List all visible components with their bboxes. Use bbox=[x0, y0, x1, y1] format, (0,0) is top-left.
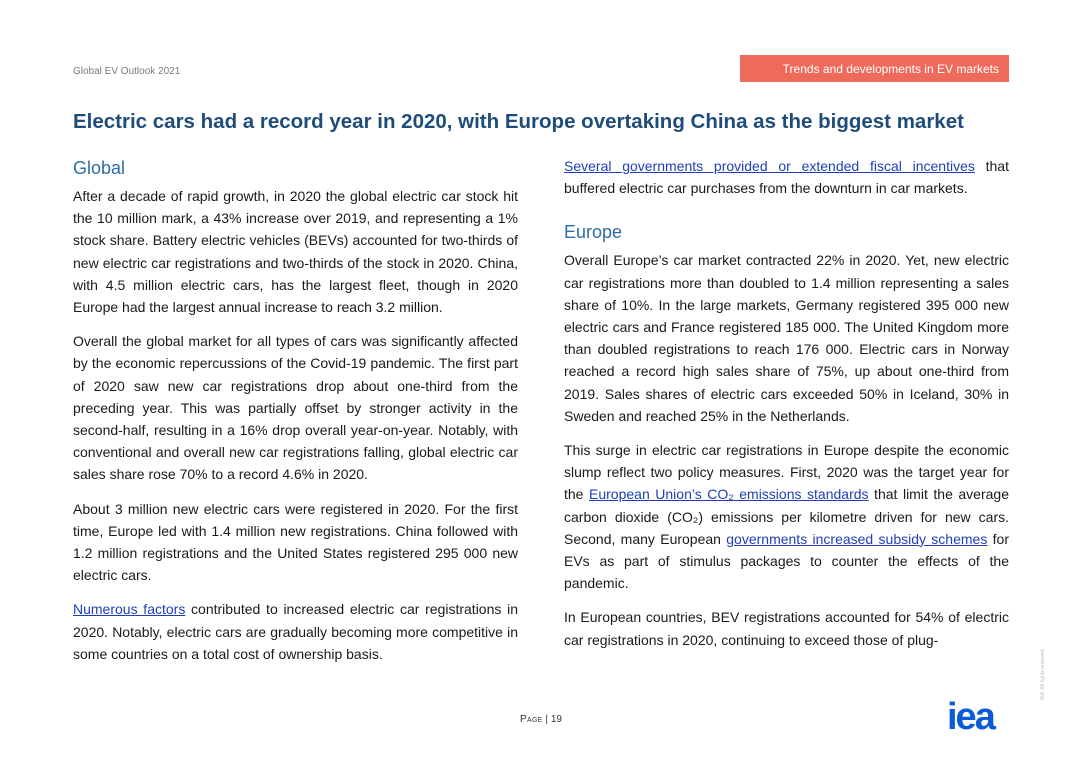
paragraph-text: contributed to increased electric car registrations in 2020. Notably, electric cars are gradually becoming more competitive in some countries on a total cost of ownership basis. bbox=[73, 601, 518, 662]
document-title: Global EV Outlook 2021 bbox=[73, 66, 181, 77]
copyright-note: IEA. All rights reserved. bbox=[1040, 648, 1046, 700]
fiscal-incentives-link[interactable]: Several governments provided or extended fiscal incentives bbox=[564, 158, 975, 174]
page-label: Page bbox=[520, 714, 543, 725]
page-number bbox=[520, 714, 562, 725]
paragraph bbox=[73, 598, 518, 665]
eu-co2-standards-link[interactable]: European Union’s CO₂ emissions standards bbox=[589, 486, 869, 503]
paragraph-text: that buffered electric car purchases from the downturn in car markets. bbox=[564, 158, 1009, 197]
paragraph-text: This surge in electric car registrations in Europe despite the economic slump reflect two policy measures. First, 2020 was the target year for the bbox=[564, 442, 1009, 503]
left-column bbox=[73, 155, 518, 677]
paragraph bbox=[564, 439, 1009, 594]
paragraph-text: that limit the average carbon dioxide (CO₂) emissions per kilometre driven for new cars. Second, many European bbox=[564, 486, 1009, 547]
page-title: Electric cars had a record year in 2020, with Europe overtaking China as the biggest market bbox=[73, 110, 964, 133]
logo-text: iea bbox=[947, 697, 994, 737]
paragraph: Overall the global market for all types of cars was significantly affected by the economic repercussions of the Covid-19 pandemic. The first part of 2020 saw new car registrations drop about one-third from the preceding year. This was partially offset by stronger activity in the second-half, resulting in a 16% drop overall year-on-year. Notably, with conventional and overall new car registrations falling, global electric car sales share rose 70% to a record 4.6% in 2020. bbox=[73, 333, 518, 483]
section-heading-global: Global bbox=[73, 158, 126, 178]
numerous-factors-link[interactable]: Numerous factors bbox=[73, 601, 186, 618]
paragraph bbox=[564, 155, 1009, 199]
page-number-value: 19 bbox=[550, 714, 562, 725]
paragraph: After a decade of rapid growth, in 2020 the global electric car stock hit the 10 million mark, a 43% increase over 2019, and representing a 1% stock share. Battery electric vehicles (BEVs) accounted for two-thirds of new electric car registrations and two-thirds of the stock in 2020. China, with 4.5 million electric cars, has the largest fleet, though in 2020 Europe had the largest annual increase to reach 3.2 million. bbox=[73, 188, 518, 316]
subsidy-schemes-link[interactable]: governments increased subsidy schemes bbox=[726, 530, 988, 547]
section-tag-label: Trends and developments in EV markets bbox=[782, 61, 999, 76]
section-heading-europe: Europe bbox=[564, 222, 623, 243]
iea-logo bbox=[946, 697, 1010, 737]
paragraph: In European countries, BEV registrations accounted for 54% of electric car registrations in 2020, continuing to exceed those of plug- bbox=[564, 609, 1009, 648]
paragraph-text: for EVs as part of stimulus packages to counter the effects of the pandemic. bbox=[564, 530, 1009, 592]
paragraph: About 3 million new electric cars were registered in 2020. For the first time, Europe led with 1.4 million new registrations. China followed with 1.2 million registrations and the United States registered 295 000 new electric cars. bbox=[73, 500, 518, 584]
right-column bbox=[564, 155, 1009, 663]
paragraph: Overall Europe’s car market contracted 22% in 2020. Yet, new electric car registrations more than doubled to 1.4 million representing a sales share of 10%. In the large markets, Germany registered 395 000 new electric cars and France registered 185 000. The United Kingdom more than doubled registrations to reach 176 000. Electric cars in Norway reached a record high sales share of 75%, up about one-third from 2019. Sales shares of electric cars exceeded 50% in Iceland, 30% in Sweden and reached 25% in the Netherlands. bbox=[564, 252, 1009, 424]
page-separator: | bbox=[542, 714, 551, 725]
